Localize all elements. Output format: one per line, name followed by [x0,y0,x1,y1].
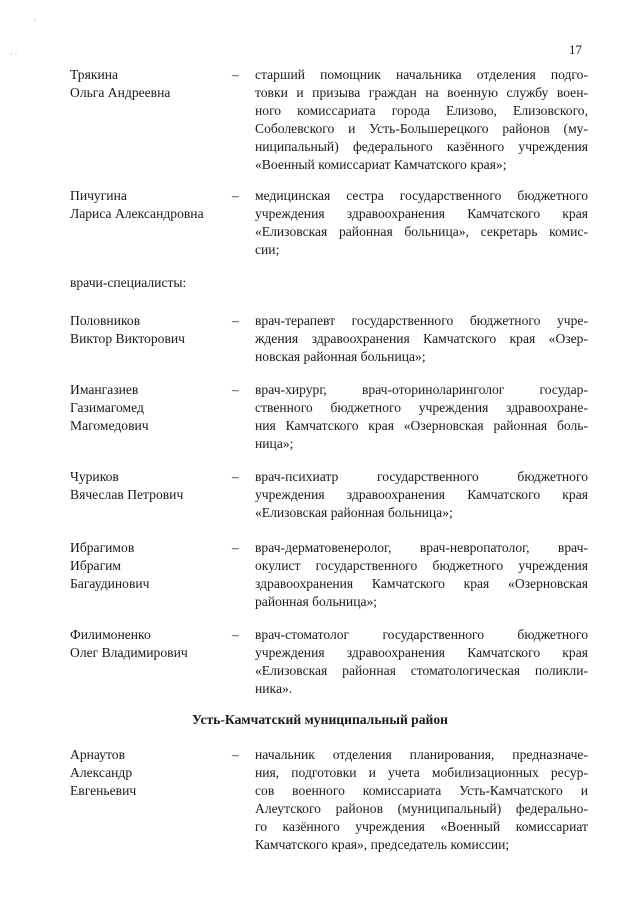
member-name: Филимоненко Олег Владимирович [70,627,188,660]
dash: – [232,67,239,82]
member-description: врач-дерматовенеролог, врач-невропатолог, врач- окулист государственного бюджетного учреждения здравоохранения Камчатского края «Озерновская районная больница»; [255,540,588,609]
member-description: врач-психиатр государственного бюджетного учреждения здравоохранения Камчатского края «Елизовская районная больница»; [255,469,588,520]
member-name: Пичугина Лариса Александровна [70,188,204,221]
member-description: врач-стоматолог государственного бюджетного учреждения здравоохранения Камчатского края «Елизовская районная стоматологическая поликли- ника». [255,627,588,696]
specialists-heading: врачи-специалисты: [70,275,187,290]
dash: – [232,382,239,397]
scan-speck: ' [34,18,36,27]
member-description: старший помощник начальника отделения подго- товки и призыва граждан на военную службу воен- ного комиссариата города Елизово, Елизовского, Соболевского и Усть-Большерецкого районов (му- ниципальный) федерального казённого учреждения «Военный комиссариат Камчатского края»; [255,67,588,172]
member-description: медицинская сестра государственного бюджетного учреждения здравоохранения Камчатского края «Елизовская районная больница», секретарь комис- сии; [255,188,588,257]
member-description: врач-терапевт государственного бюджетного учре- ждения здравоохранения Камчатского края «Озер- новская районная больница»; [255,313,588,364]
dash: – [232,469,239,484]
section-title: Усть-Камчатский муниципальный район [192,712,448,727]
member-name: Арнаутов Александр Евгеньевич [70,747,137,798]
scan-speck: · · [10,50,18,59]
member-name: Чуриков Вячеслав Петрович [70,469,184,502]
dash: – [232,313,239,328]
member-name: Ибрагимов Ибрагим Багаудинович [70,540,150,591]
member-name: Имангазиев Газимагомед Магомедович [70,382,149,433]
member-name: Половников Виктор Викторович [70,313,185,346]
member-description: начальник отделения планирования, предназначе- ния, подготовки и учета мобилизационных ресур- сов военного комиссариата Усть-Камчатского и Алеутского районов (муниципальный) федерально- го казённого учреждения «Военный комиссариат Камчатского края», председатель комиссии; [255,747,588,852]
dash: – [232,540,239,555]
dash: – [232,627,239,642]
member-name: Трякина Ольга Андреевна [70,67,171,100]
member-description: врач-хирург, врач-оториноларинголог государ- ственного бюджетного учреждения здравоохране- ния Камчатского края «Озерновская районная боль- ница»; [255,382,588,451]
page-number: 17 [569,42,582,57]
dash: – [232,188,239,203]
dash: – [232,747,239,762]
